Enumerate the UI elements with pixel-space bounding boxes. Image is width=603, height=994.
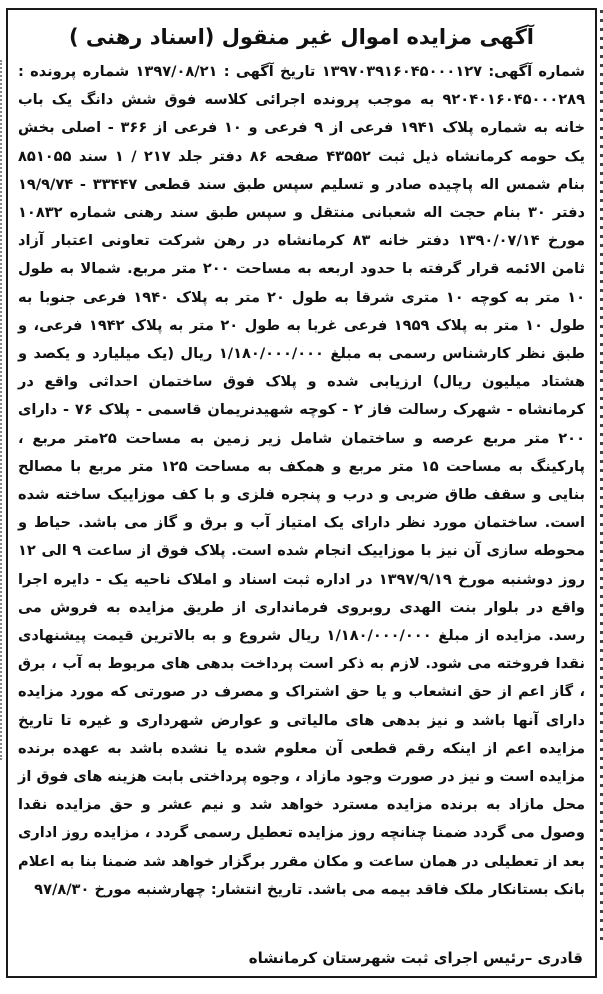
notice-signature: قادری –رئیس اجرای ثبت شهرستان کرمانشاه	[248, 949, 583, 967]
notice-frame	[6, 8, 597, 978]
scan-edge-mark	[0, 60, 6, 760]
notice-title: آگهی مزایده اموال غیر منقول (اسناد رهنی )	[69, 25, 534, 49]
notice-body: شماره آگهی: ۱۳۹۷۰۳۹۱۶۰۴۵۰۰۰۱۲۷ تاریخ آگهی : ۱۳۹۷/۰۸/۲۱ شماره پرونده : ۹۲۰۴۰۱۶۰۴۵۰۰۰۲۸۹ به موجب پرونده اجرائی کلاسه فوق شش دانگ یک باب خانه به شماره پلاک ۱۹۴۱ فرعی از ۹ فرعی و ۱۰ فرعی از ۳۶۶ - اصلی بخش یک حومه کرمانشاه ذیل ثبت ۴۳۵۵۲ صفحه ۸۶ دفتر جلد ۲۱۷ / ۱ سند ۸۵۱۰۵۵ بنام شمس اله پاچیده صادر و تسلیم سپس طبق سند قطعی ۳۳۴۴۷ - ۱۹/۹/۷۴ دفتر ۳۰ بنام حجت اله شعبانی منتقل و سپس طبق سند رهنی شماره ۱۰۸۳۲ مورخ ۱۳۹۰/۰۷/۱۴ دفتر خانه ۸۳ کرمانشاه در رهن شرکت تعاونی اعتبار آزاد ثامن الائمه قرار گرفته با حدود اربعه به مساحت ۲۰۰ متر مربع. شمالا به طول ۱۰ متر به کوچه ۱۰ متری شرقا به طول ۲۰ متر به پلاک ۱۹۴۰ فرعی جنوبا به طول ۱۰ متر به پلاک ۱۹۵۹ فرعی غربا به طول ۲۰ متر به پلاک ۱۹۴۲ فرعی، و طبق نظر کارشناس رسمی به مبلغ ۱/۱۸۰/۰۰۰/۰۰۰ ریال (یک میلیارد و یکصد و هشتاد میلیون ریال) ارزیابی شده و پلاک فوق ساختمان احداثی واقع در کرمانشاه - شهرک رسالت فاز ۲ - کوچه شهیدنریمان قاسمی - پلاک ۷۶ - دارای ۲۰۰ متر مربع عرصه و ساختمان شامل زیر زمین به مساحت ۲۵متر مربع ، پارکینگ به مساحت ۱۵ متر مربع و همکف به مساحت ۱۲۵ متر مربع با مصالح بنایی و سقف طاق ضربی و درب و پنجره فلزی و با کف موزاییک ساخته شده است. ساختمان مورد نظر دارای یک امتیاز آب و برق و گاز می باشد. حیاط و محوطه سازی آن نیز با موزاییک انجام شده است. پلاک فوق از ساعت ۹ الی ۱۲ روز دوشنبه مورخ ۱۳۹۷/۹/۱۹ در اداره ثبت اسناد و املاک ناحیه یک - دایره اجرا واقع در بلوار بنت الهدی روبروی فرمانداری از طریق مزایده به فروش می رسد. مزایده از مبلغ ۱/۱۸۰/۰۰۰/۰۰۰ ریال شروع و به بالاترین قیمت پیشنهادی نقدا فروخته می شود. لازم به ذکر است پرداخت بدهی های مربوط به آب ، برق ، گاز اعم از حق انشعاب و یا حق اشتراک و مصرف در صورتی که مورد مزایده دارای آنها باشد و نیز بدهی های مالیاتی و عوارض شهرداری و غیره تا تاریخ مزایده اعم از اینکه رقم قطعی آن معلوم شده یا نشده باشد به عهده برنده مزایده است و نیز در صورت وجود مازاد ، وجوه پرداختی بابت هزینه های فوق از محل مازاد به برنده مزایده مسترد خواهد شد و نیم عشر و حق مزایده نقدا وصول می گردد ضمنا چنانچه روز مزایده تعطیل رسمی گردد ، مزایده روز اداری بعد از تعطیلی در همان ساعت و مکان مقرر برگزار خواهد شد ضمنا بنا به اعلام بانک بستانکار ملک فاقد بیمه می باشد. تاریخ انتشار: چهارشنبه مورخ ۹۷/۸/۳۰	[18, 63, 586, 898]
